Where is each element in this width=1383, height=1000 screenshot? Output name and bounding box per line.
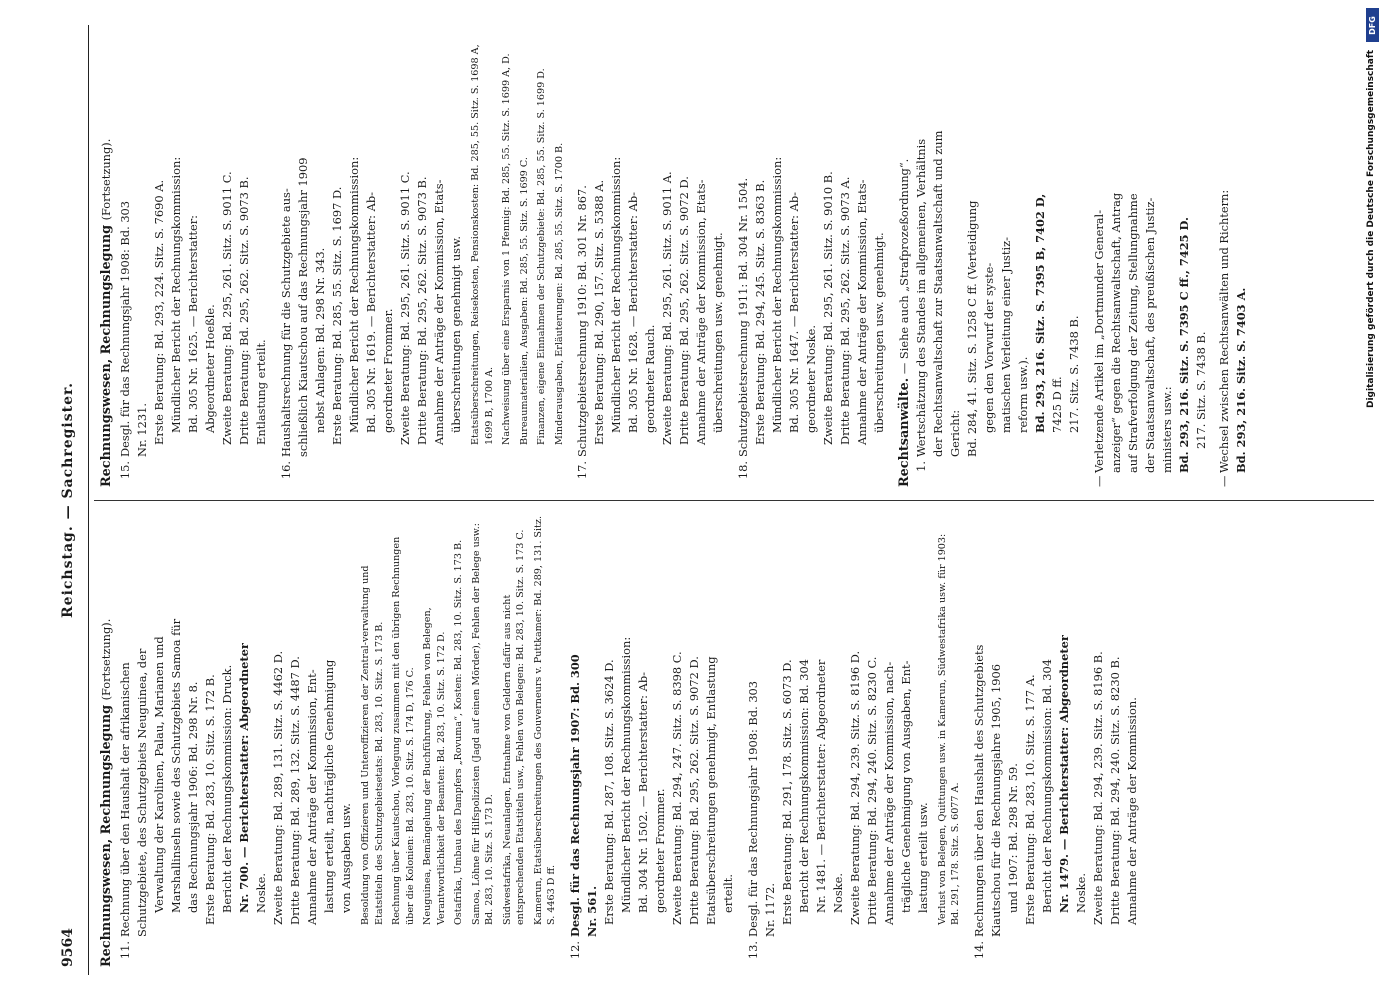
text-line: Dritte Beratung: Bd. 295, 262. Sitz. S. 9072 D. [677, 176, 691, 445]
text-line: überschreitungen usw. genehmigt. [872, 232, 886, 433]
entry-note: Südwestafrika, Neuanlagen, Entnahme von Geldern dafür aus nicht entsprechenden Etatstiteln usw., Fehlen von Belegen: Bd. 283, 10. Sitz. S. 173 C. [501, 529, 526, 925]
text-line: Dritte Beratung: Bd. 294, 240. Sitz. S. 8230 C. [864, 656, 879, 925]
text-line: überschreitungen genehmigt usw. [449, 235, 463, 433]
text-line: Annahme der Anträge der Kommission, Ent- [305, 669, 319, 925]
text-line: Erste Beratung: Bd. 283, 10. Sitz. S. 177 A. [1022, 674, 1037, 925]
text-line: Rechnungen über den Haushalt des Schutzgebiets [971, 644, 986, 937]
text-line: Noske. [1073, 873, 1088, 913]
rechtsanwaelte-item2 [1091, 35, 1210, 487]
register-entry [735, 35, 888, 487]
text-line: nebst Anlagen: Bd. 298 Nr. 343. [313, 247, 327, 433]
text-line: Desgl. für das Rechnungsjahr 1908: Bd. 303 [118, 200, 132, 457]
text-line: Verletzende Artikel im „Dortmunder General- [1092, 209, 1106, 473]
text-line: Wertschätzung des Standes im allgemeinen, Verhältnis [914, 138, 928, 457]
entry-number: 17. [575, 461, 589, 480]
register-entry [567, 515, 737, 967]
text-line: Bericht der Rechnungskommission: Bd. 304 [796, 658, 811, 913]
text-line: Gericht: [948, 409, 962, 457]
text-line: Rechnung über den Haushalt der afrikanischen [118, 662, 132, 937]
text-line: Bd. 284, 41. Sitz. S. 1258 C ff. (Verteidigung [965, 200, 979, 457]
entry-note: Samoa, Löhne für Hilfspolizisten (Jagd auf einen Mörder), Fehlen der Belege usw.: Bd. 283, 10. Sitz. S. 173 D. [470, 522, 495, 925]
register-entry [574, 35, 727, 487]
text-line: 7425 D ff. [1050, 376, 1064, 433]
text-line: Noske. [830, 873, 845, 913]
text-line: Kiautschou für die Rechnungsjahre 1905, 1906 [988, 663, 1003, 937]
rechtsanwaelte-title: Rechtsanwälte. [897, 377, 912, 487]
text-line: Zweite Beratung: Bd. 295, 261. Sitz. S. 9011 A. [660, 171, 674, 445]
entry-note: Besoldung von Offizieren und Unteroffizieren der Zentral-verwaltung und Etatstiteln des Schutzgebietsetats: Bd. 283, 10. Sitz. S. 173 B. [360, 565, 385, 925]
column-divider [94, 500, 1374, 501]
text-line: Wechsel zwischen Rechtsanwälten und Richtern: [1217, 189, 1231, 473]
text-line: geordneter Noske. [804, 324, 818, 433]
text-line: Zweite Beratung: Bd. 294, 239. Sitz. S. 8196 B. [1090, 651, 1105, 925]
text-line: Entlastung erteilt. [254, 339, 268, 445]
text-line: anzeiger“ gegen die Rechtsanwaltschaft, Antrag [1109, 192, 1123, 473]
text-line: Schutzgebietsrechnung 1910: Bd. 301 Nr. 867. [575, 185, 589, 457]
text-line: Mündlicher Bericht der Rechnungskommission: [770, 156, 784, 433]
text-line: matischen Verleitung einer Justiz- [999, 237, 1013, 433]
text-line: Zweite Beratung: Bd. 295, 261. Sitz. S. 9011 C. [398, 171, 412, 445]
text-line: gegen den Vorwurf der syste- [982, 262, 996, 433]
rechtsanwaelte-item [913, 35, 1083, 487]
page-number: 9564 [60, 928, 76, 967]
text-line: Mündlicher Bericht der Rechnungskommission: [169, 156, 183, 433]
text-line: Marshallinseln sowie des Schutzgebiets Samoa für [169, 618, 183, 913]
text-line: Mündlicher Bericht der Rechnungskommission: [609, 156, 623, 433]
text-line: Nr. 700. — Berichterstatter: Abgeordneter [237, 643, 251, 913]
entry-number: 12. [567, 941, 582, 960]
text-line: auf Strafverfolgung der Zeitung, Stellungnahme [1126, 193, 1140, 473]
rechtsanwaelte-item1-text [913, 35, 1083, 457]
text-line: Erste Beratung: Bd. 287, 108. Sitz. S. 3624 D. [601, 659, 616, 925]
text-line: das Rechnungsjahr 1906: Bd. 298 Nr. 8. [186, 681, 200, 913]
right-column [98, 35, 1250, 487]
section-continuation: (Fortsetzung). [99, 618, 113, 701]
text-line: Schutzgebietsrechnung 1911: Bd. 304 Nr. 1504. [736, 177, 750, 457]
text-line: Annahme der Anträge der Kommission, Etats- [855, 179, 869, 445]
text-line: Etatsüberschreitungen genehmigt, Entlastung [703, 656, 718, 925]
text-line: Desgl. für das Rechnungsjahr 1907: Bd. 300 [567, 654, 582, 937]
text-line: Zweite Beratung: Bd. 294, 247. Sitz. S. 8398 C. [669, 651, 684, 925]
register-entry [745, 515, 963, 967]
dfg-logo [1366, 8, 1379, 42]
section-continuation: (Fortsetzung). [99, 138, 113, 221]
text-line: Dritte Beratung: Bd. 295, 262. Sitz. S. 9073 B. [237, 176, 251, 445]
text-line: erteilt. [720, 874, 735, 913]
entry-note: Verlust von Belegen, Quittungen usw. in Kamerun, Südwestafrika usw. für 1903: Bd. 291, 178. Sitz. S. 6077 A. [936, 533, 961, 925]
text-line: Nr. 1479. — Berichterstatter: Abgeordneter [1056, 635, 1071, 913]
text-line: Nr. 1481. — Berichterstatter: Abgeordneter [813, 659, 828, 913]
text-line: Bericht der Rechnungskommission: Bd. 304 [1039, 658, 1054, 913]
right-entries [117, 35, 888, 487]
entry-number: 16. [279, 461, 293, 480]
text-line: Zweite Beratung: Bd. 295, 261. Sitz. S. 9011 C. [220, 171, 234, 445]
text-line: 217. Sitz. S. 7438 B. [1067, 315, 1081, 433]
section-title [98, 35, 115, 487]
text-line: der Staatsanwaltschaft, des preußischen Justiz- [1143, 197, 1157, 473]
text-line: der Rechtsanwaltschaft zur Staatsanwaltschaft und zum [931, 130, 945, 457]
entry-number: 15. [118, 461, 132, 480]
text-line: lastung erteilt, nachträgliche Genehmigung [322, 659, 336, 913]
text-line: Bericht der Rechnungskommission: Druck. [220, 664, 234, 913]
text-line: Annahme der Anträge der Kommission, nach- [881, 661, 896, 925]
text-line: Bd. 305 Nr. 1647. — Berichterstatter: Ab- [787, 192, 801, 433]
entry-note: Bureaumaterialien, Ausgaben: Bd. 285, 55. Sitz. S. 1699 C. [518, 157, 530, 445]
register-entry [117, 515, 559, 967]
entry-number: 1. [914, 461, 928, 472]
entry-note: Neuguinea, Bemängelung der Buchführung, Fehlen von Belegen, Verantwortlichkeit der Beamten: Bd. 283, 10. Sitz. S. 172 D. [422, 607, 447, 925]
text-line: Erste Beratung: Bd. 293, 224. Sitz. S. 7690 A. [152, 179, 166, 445]
register-entry [117, 35, 270, 487]
text-line: Annahme der Anträge der Kommission, Etats- [432, 179, 446, 445]
entry-note: Etatsüberschreitungen, Reisekosten, Pensionskosten: Bd. 285, 55. Sitz. S. 1698 A, 1699 B, 1700 A. [470, 44, 495, 445]
text-line: Bd. 293, 216. Sitz. S. 7403 A. [1234, 287, 1248, 473]
text-line: Bd. 304 Nr. 1502. — Berichterstatter: Ab- [635, 672, 650, 913]
text-line: lastung erteilt usw. [915, 802, 930, 913]
rechtsanwaelte-intro: — Siehe auch „Strafprozeßordnung“. [897, 158, 911, 375]
text-line: Erste Beratung: Bd. 285, 55. Sitz. S. 1697 D. [330, 186, 344, 445]
text-line: überschreitungen usw. genehmigt. [711, 232, 725, 433]
text-line: Noske. [254, 873, 268, 913]
register-entry [278, 35, 566, 487]
text-line: Nr. 1172. [762, 882, 777, 937]
text-line: Bd. 293, 216. Sitz. S. 7395 C ff., 7425 D. [1177, 217, 1191, 473]
text-line: Erste Beratung: Bd. 283, 10. Sitz. S. 172 B. [203, 674, 217, 925]
text-line: Abgeordneter Hoeßle. [203, 304, 217, 433]
section-title-text: Rechnungswesen, Rechnungslegung [99, 704, 114, 967]
text-line: schließlich Kiautschou auf das Rechnungsjahr 1909 [296, 157, 310, 457]
text-line: Mündlicher Bericht der Rechnungskommission: [618, 636, 633, 913]
section-title-text: Rechnungswesen, Rechnungslegung [99, 224, 114, 487]
rechtsanwaelte-item3 [1216, 35, 1250, 487]
text-line: Erste Beratung: Bd. 290, 157. Sitz. S. 5388 A. [592, 179, 606, 445]
text-line: ministers usw.: [1160, 386, 1174, 473]
section-title [98, 515, 115, 967]
text-line: Bd. 305 Nr. 1619. — Berichterstatter: Ab- [364, 192, 378, 433]
entry-note: Minderausgaben, Erläuterungen: Bd. 285, 55. Sitz. S. 1700 B. [553, 142, 565, 445]
entry-number: 18. [736, 461, 750, 480]
text-line: geordneter Frommer. [652, 788, 667, 913]
text-line: Bd. 293, 216. Sitz. S. 7395 B, 7402 D, [1033, 193, 1047, 433]
text-line: Haushaltsrechnung für die Schutzgebiete aus- [279, 188, 293, 457]
dash-marker: — [1217, 475, 1231, 487]
text-line: Schutzgebiete, des Schutzgebiets Neuguinea, der [135, 648, 149, 937]
text-line: geordneter Frommer. [381, 308, 395, 433]
page-header [54, 25, 89, 975]
text-line: Zweite Beratung: Bd. 289, 131. Sitz. S. 4462 D. [271, 650, 285, 925]
text-line: 217. Sitz. S. 7438 B. [1194, 331, 1208, 449]
entry-note: Kamerun, Etatsüberschreitungen des Gouverneurs v. Puttkamer: Bd. 289, 131. Sitz. S. 4463 D ff. [532, 515, 557, 925]
dfg-logo-text: DFG [1368, 15, 1378, 35]
entry-number: 14. [971, 941, 986, 960]
entry-note: Nachweisung über eine Ersparnis von 1 Pfennig: Bd. 285, 55. Sitz. S. 1699 A, D. [501, 53, 512, 445]
digitization-credit: Digitalisierung gefördert durch die Deutsche Forschungsgemeinschaft [1366, 50, 1376, 409]
entry-note: Ostafrika, Umbau des Dampfers „Rovuma“, Kosten: Bd. 283, 10. Sitz. S. 173 B. [453, 539, 464, 925]
dash-marker: — [1092, 475, 1106, 487]
document-page [54, 25, 1383, 975]
text-line: Desgl. für das Rechnungsjahr 1908: Bd. 303 [745, 680, 760, 937]
register-entry [971, 515, 1141, 967]
text-line: trägliche Genehmigung von Ausgaben, Ent- [898, 660, 913, 913]
text-line: Zweite Beratung: Bd. 295, 261. Sitz. S. 9010 B. [821, 171, 835, 445]
text-line: Dritte Beratung: Bd. 295, 262. Sitz. S. 9072 D. [686, 656, 701, 925]
text-line: Nr. 561. [584, 885, 599, 937]
rechtsanwaelte-section [896, 35, 1250, 487]
text-line: Verwaltung der Karolinen, Palau, Marianen und [152, 636, 166, 913]
text-line: reform usw.). [1016, 356, 1030, 433]
text-line: Erste Beratung: Bd. 291, 178. Sitz. S. 6073 D. [779, 659, 794, 925]
text-line: Dritte Beratung: Bd. 295, 262. Sitz. S. 9073 A. [838, 176, 852, 445]
text-line: Nr. 1231. [135, 402, 149, 457]
entry-number: 11. [118, 941, 132, 960]
entry-note: Finanzen, eigene Einnahmen der Schutzgebiete: Bd. 285, 55. Sitz. S. 1699 D. [536, 68, 547, 445]
text-line: Dritte Beratung: Bd. 294, 240. Sitz. S. 8230 B. [1107, 656, 1122, 925]
page-title: Reichstag. — Sachregister. [60, 382, 76, 618]
text-line: geordneter Rauch. [643, 324, 657, 433]
text-line: Annahme der Anträge der Kommission. [1124, 697, 1139, 925]
text-line: Annahme der Anträge der Kommission, Etats- [694, 179, 708, 445]
left-column [98, 515, 1149, 967]
text-line: Bd. 305 Nr. 1628. — Berichterstatter: Ab- [626, 192, 640, 433]
text-line: Dritte Beratung: Bd. 295, 262. Sitz. S. 9073 B. [415, 176, 429, 445]
entry-note: Rechnung über Kiautschou, Vorlegung zusammen mit den übrigen Rechnungen über die Kolonien: Bd. 283, 10. Sitz. S. 174 D, 176 C. [391, 536, 416, 925]
text-line: Erste Beratung: Bd. 294, 245. Sitz. S. 8363 B. [753, 179, 767, 445]
text-line: von Ausgaben usw. [339, 803, 353, 913]
entry-number: 13. [745, 941, 760, 960]
text-line: Bd. 305 Nr. 1625. — Berichterstatter: [186, 215, 200, 433]
text-line: und 1907: Bd. 298 Nr. 59. [1005, 763, 1020, 913]
text-line: Dritte Beratung: Bd. 289, 132. Sitz. S. 4487 D. [288, 656, 302, 925]
text-line: Zweite Beratung: Bd. 294, 239. Sitz. S. 8196 D. [847, 650, 862, 925]
text-line: Mündlicher Bericht der Rechnungskommission: [347, 156, 361, 433]
